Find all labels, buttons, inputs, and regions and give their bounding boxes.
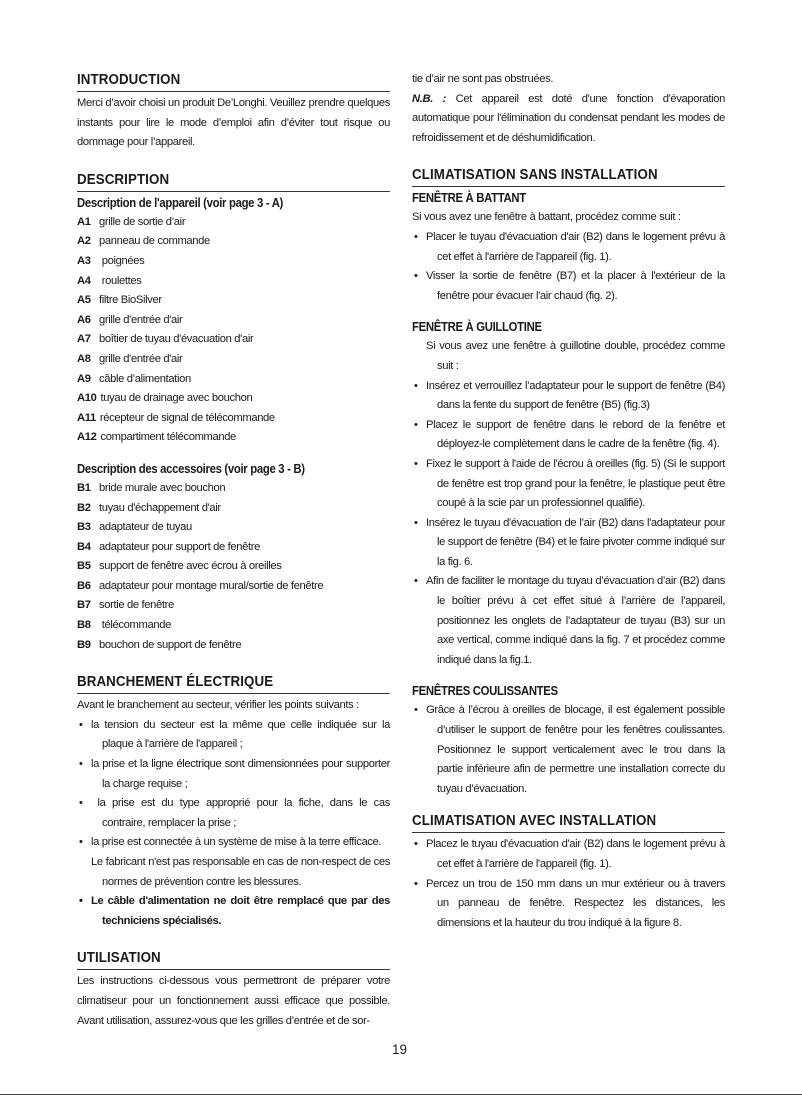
sash-window-heading: FENÊTRE À GUILLOTINE	[412, 320, 542, 335]
description-heading: DESCRIPTION	[77, 170, 390, 192]
list-item: B4 adaptateur pour support de fenêtre	[77, 540, 261, 553]
list-item: A7 boîtier de tuyau d'évacuation d'air	[77, 333, 254, 346]
nb-text: Cet appareil est doté d'une fonction d'évaporation automatique pour l'élimination du condensat pendant les modes de refroidissement et de déshumidification.	[412, 92, 726, 144]
nb-note	[412, 90, 725, 149]
list-item: B8 télécommande	[77, 619, 171, 632]
usage-text: Les instructions ci-dessous vous permettront de préparer votre climatiseur pour un fonctionnement aussi efficace que possible. Avant utilisation, assurez-vous que les grilles d’entrée et de sor-	[77, 975, 390, 1027]
casement-window-heading: FENÊTRE À BATTANT	[412, 191, 526, 206]
usage-heading: UTILISATION	[77, 948, 390, 970]
list-item: B3 adaptateur de tuyau	[77, 521, 192, 534]
list-item: A10 tuyau de drainage avec bouchon	[77, 392, 253, 405]
nb-label: N.B. :	[412, 92, 446, 105]
electrical-intro: Avant le branchement au secteur, vérifier les points suivants :	[77, 699, 359, 712]
list-item: A1 grille de sortie d’air	[77, 215, 186, 228]
power-cable-warning: • Le câble d'alimentation ne doit être remplacé que par des techniciens spécialisés.	[79, 895, 390, 927]
page-bottom-rule	[0, 1094, 802, 1095]
list-item: • Placez le tuyau d'évacuation d'air (B2) dans le logement prévu à cet effet à l'arrière de l'appareil (fig. 1).	[414, 838, 725, 870]
introduction-heading: INTRODUCTION	[77, 70, 390, 92]
list-item: • Placez le support de fenêtre dans le rebord de la fenêtre et déployez-le complètement dans le cadre de la fenêtre (fig. 4).	[414, 418, 725, 451]
list-item: B7 sortie de fenêtre	[77, 599, 174, 612]
introduction-text: Merci d’avoir choisi un produit De’Longhi. Veuillez prendre quelques instants pour lire le mode d’emploi afin d’éviter tout risque ou dommage pour l’appareil.	[77, 97, 390, 149]
list-item: B6 adaptateur pour montage mural/sortie de fenêtre	[77, 579, 324, 592]
list-item: A2 panneau de commande	[77, 235, 210, 248]
list-item: B5 support de fenêtre avec écrou à oreilles	[77, 560, 282, 573]
list-item: A3 poignées	[77, 254, 145, 267]
list-item: A6 grille d'entrée d'air	[77, 313, 183, 326]
list-item: • la prise et la ligne électrique sont dimensionnées pour supporter la charge requise ;	[79, 758, 390, 790]
list-item: A4 roulettes	[77, 274, 142, 287]
list-item: • la prise est du type approprié pour la fiche, dans le cas contraire, remplacer la prise ;	[79, 797, 390, 829]
sash-intro: Si vous avez une fenêtre à guillotine double, procédez comme suit :	[426, 340, 725, 372]
usage-text-continued: tie d’air ne sont pas obstruées.	[412, 73, 554, 85]
no-installation-heading: CLIMATISATION SANS INSTALLATION	[412, 165, 725, 187]
list-item: B9 bouchon de support de fenêtre	[77, 638, 242, 651]
appliance-description-heading: Description de l'appareil (voir page 3 - A)	[77, 195, 284, 210]
list-item: A12 compartiment télécommande	[77, 431, 236, 444]
appliance-parts-list	[77, 213, 390, 448]
list-item: • Afin de faciliter le montage du tuyau d’évacuation d’air (B2) dans le boîtier prévu à cet effet situé à l’arrière de l’appareil, positionnez les onglets de l’adaptateur de tuyau (B3) sur un axe vertical, comme indiqué dans la fig. 7 et procédez comme indiqué dans la fig.1.	[414, 575, 725, 666]
list-item: • Fixez le support à l'aide de l'écrou à oreilles (fig. 5) (Si le support de fenêtre est trop grand pour la fenêtre, le plastique peut être coupé à la scie par un professionnel qualifié).	[414, 457, 725, 510]
list-item: • Percez un trou de 150 mm dans un mur extérieur ou à travers un panneau de fenêtre. Respectez les distances, les dimensions et la hauteur du trou indiqué à la figure 8.	[414, 877, 725, 929]
list-item: B1 bride murale avec bouchon	[77, 481, 226, 494]
list-item: • Placer le tuyau d'évacuation d'air (B2) dans le logement prévu à cet effet à l'arrière de l'appareil (fig. 1).	[414, 230, 725, 263]
list-item: A11 récepteur de signal de télécommande	[77, 411, 275, 424]
list-item: A5 filtre BioSilver	[77, 294, 162, 307]
list-item: A9 câble d’alimentation	[77, 372, 191, 385]
page-number: 19	[392, 1042, 408, 1057]
accessories-list	[77, 479, 390, 655]
casement-intro: Si vous avez une fenêtre à battant, procédez comme suit :	[412, 211, 681, 224]
list-item: • Grâce à l’écrou à oreilles de blocage, il est également possible d’utiliser le support de fenêtre pour les fenêtres coulissantes. Positionnez le support verticalement avec le trou dans la partie inférieure afin de permettre une installation correcte du tuyau d’évacuation.	[414, 704, 725, 795]
electrical-connection-heading: BRANCHEMENT ÉLECTRIQUE	[77, 672, 390, 694]
left-column	[77, 70, 390, 1031]
list-item: • la tension du secteur est la même que celle indiquée sur la plaque à l'arrière de l'appareil ;	[79, 718, 390, 751]
list-item: A8 grille d'entrée d'air	[77, 352, 183, 365]
list-item: B2 tuyau d'échappement d'air	[77, 501, 221, 514]
right-column	[412, 70, 725, 933]
manufacturer-note: Le fabricant n'est pas responsable en cas de non-respect de ces normes de prévention contre les blessures.	[91, 856, 390, 888]
sliding-windows-heading: FENÊTRES COULISSANTES	[412, 684, 558, 699]
list-item: • Insérez le tuyau d'évacuation de l’air (B2) dans l'adaptateur pour le support de fenêtre (B4) et le faire pivoter comme indiqué sur la fig. 6.	[414, 516, 725, 568]
list-item: • Insérez et verrouillez l’adaptateur pour le support de fenêtre (B4) dans la fente du support de fenêtre (B5) (fig.3)	[414, 379, 725, 412]
list-item: • la prise est connectée à un système de mise à la terre efficace.	[79, 836, 382, 849]
with-installation-heading: CLIMATISATION AVEC INSTALLATION	[412, 811, 725, 833]
accessories-description-heading: Description des accessoires (voir page 3 - B)	[77, 461, 305, 476]
list-item: • Visser la sortie de fenêtre (B7) et la placer à l'extérieur de la fenêtre pour évacuer l'air chaud (fig. 2).	[414, 270, 725, 302]
